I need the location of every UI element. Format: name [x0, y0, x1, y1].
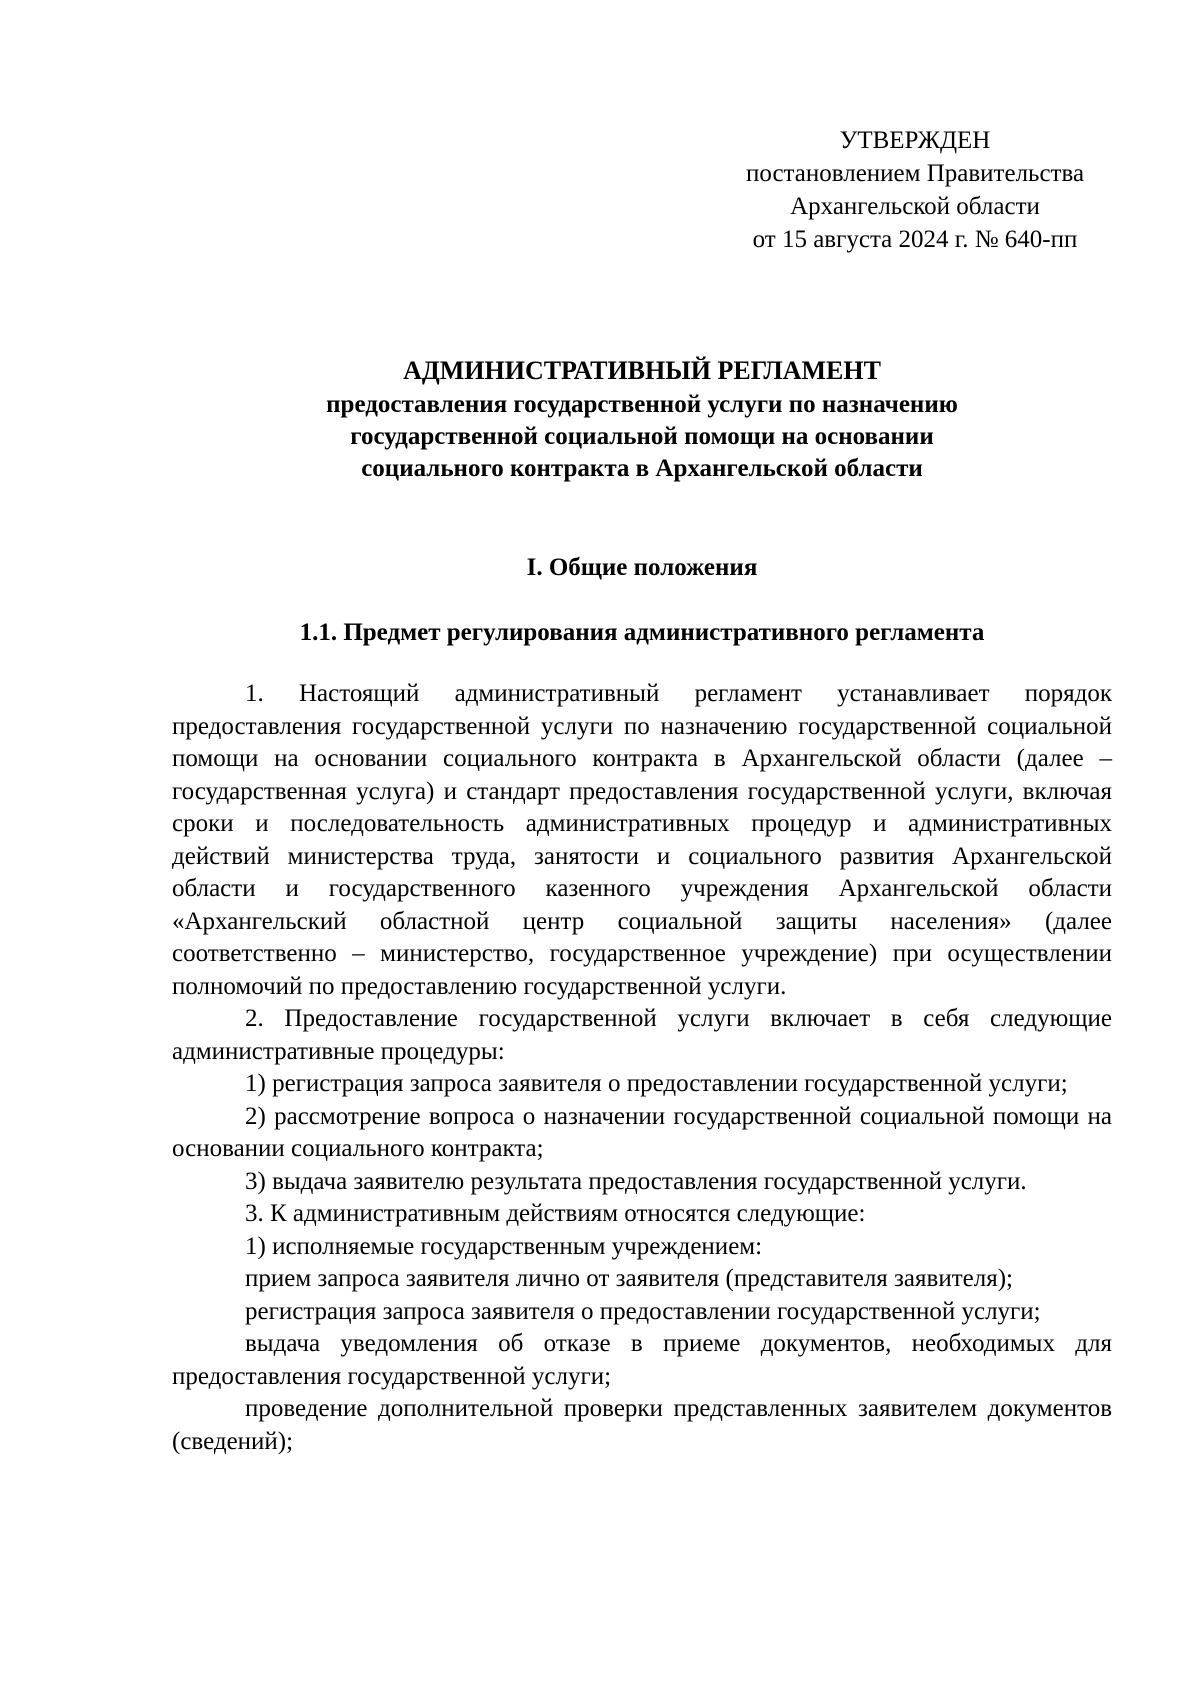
document-title	[172, 353, 1112, 485]
title-sub-3: социального контракта в Архангельской области	[361, 455, 923, 482]
approval-resolution: постановлением Правительства	[745, 160, 1085, 187]
approval-date-number: от 15 августа 2024 г. № 640-пп	[752, 226, 1078, 253]
title-main: АДМИНИСТРАТИВНЫЙ РЕГЛАМЕНТ	[403, 356, 881, 385]
paragraph-2: 2. Предоставление государственной услуги включает в себя следующие административные процедуры:	[172, 1005, 1112, 1065]
title-sub-1: предоставления государственной услуги по назначению	[326, 391, 958, 418]
paragraph-3: 3. К административным действиям относятся следующие:	[245, 1200, 866, 1227]
paragraph-3-subitem-1: прием запроса заявителя лично от заявителя (представителя заявителя);	[245, 1265, 1013, 1292]
paragraph-1: 1. Настоящий административный регламент устанавливает порядок предоставления государственной услуги по назначению государственной социальной помощи на основании социального контракта в Архангельской области (далее – государственная услуга) и стандарт предоставления государственной услуги, включая сроки и последовательность административных процедур и административных действий министерства труда, занятости и социального развития Архангельской области и государственного казенного учреждения Архангельской области «Архангельский областной центр социальной защиты населения» (далее соответственно – министерство, государственное учреждение) при осуществлении полномочий по предоставлению государственной услуги.	[172, 680, 1112, 1000]
title-sub-2: государственной социальной помощи на основании	[350, 423, 934, 450]
approval-stamp	[690, 124, 1140, 256]
approval-approved: УТВЕРЖДЕН	[839, 127, 991, 154]
paragraph-2-item-2: 2) рассмотрение вопроса о назначении государственной социальной помощи на основании социального контракта;	[172, 1102, 1112, 1162]
document-body	[172, 678, 1112, 1458]
paragraph-3-subitem-2: регистрация запроса заявителя о предоставлении государственной услуги;	[245, 1297, 1041, 1325]
paragraph-3-subitem-3: выдача уведомления об отказе в приеме документов, необходимых для предоставления государственной услуги;	[172, 1330, 1112, 1390]
section-heading: I. Общие положения	[526, 554, 758, 581]
section-subheading: 1.1. Предмет регулирования административного регламента	[299, 619, 985, 646]
paragraph-3-subitem-4: проведение дополнительной проверки представленных заявителем документов (сведений);	[172, 1395, 1112, 1455]
paragraph-2-item-3: 3) выдача заявителю результата предоставления государственной услуги.	[245, 1167, 1027, 1195]
approval-region: Архангельской области	[790, 193, 1040, 220]
paragraph-3-item-1: 1) исполняемые государственным учреждением:	[245, 1232, 763, 1260]
paragraph-2-item-1: 1) регистрация запроса заявителя о предоставлении государственной услуги;	[245, 1070, 1068, 1097]
